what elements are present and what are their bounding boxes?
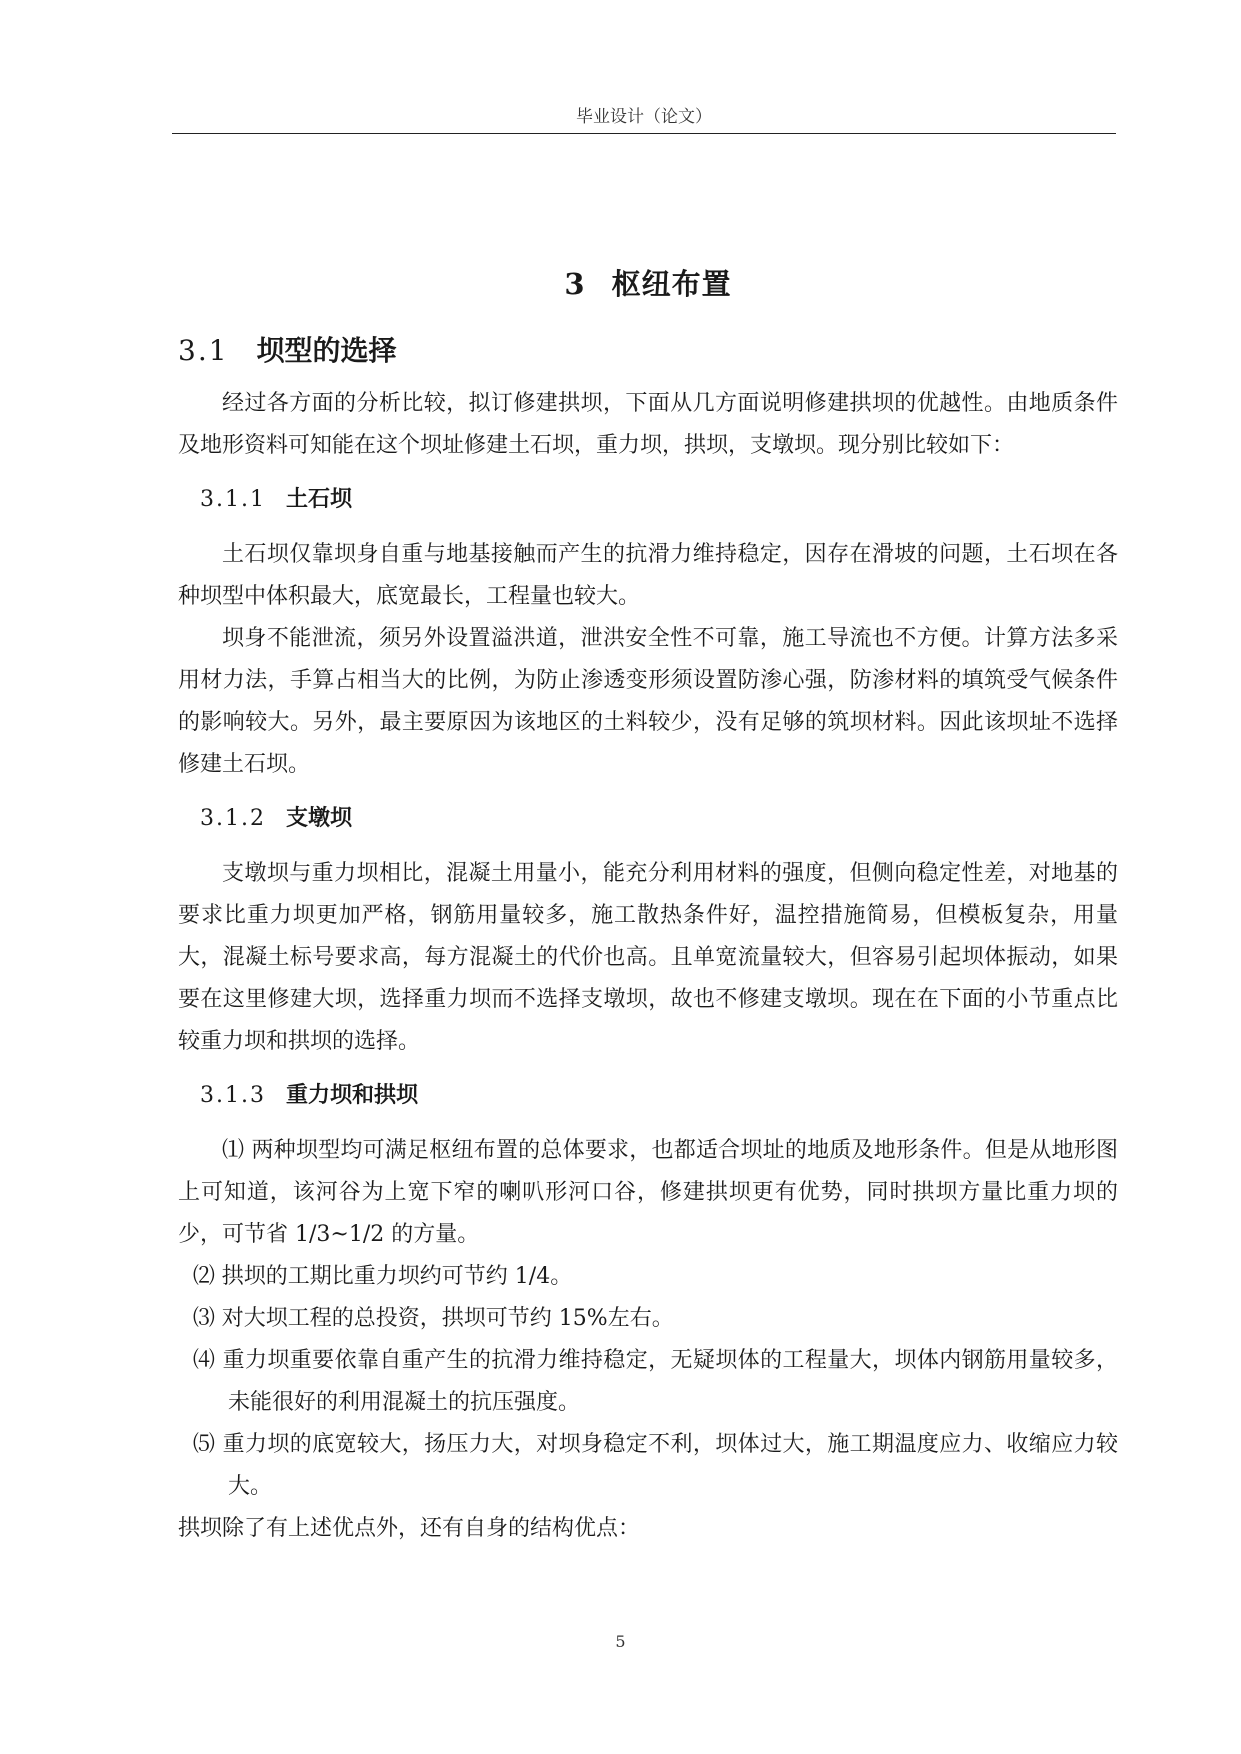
list-item: ⑷ 重力坝重要依靠自重产生的抗滑力维持稳定，无疑坝体的工程量大，坝体内钢筋用量较多，未能很好的利用混凝土的抗压强度。 xyxy=(192,1348,1118,1415)
section-title xyxy=(178,329,1118,369)
list-item: ⑸ 重力坝的底宽较大，扬压力大，对坝身稳定不利，坝体过大，施工期温度应力、收缩应力较大。 xyxy=(192,1432,1118,1499)
header-rule xyxy=(172,133,1116,134)
section-heading: 坝型的选择 xyxy=(256,334,397,367)
page-content xyxy=(178,262,1118,1550)
closing-paragraph: 拱坝除了有上述优点外，还有自身的结构优点： xyxy=(178,1516,641,1541)
subsection-heading: 支墩坝 xyxy=(285,805,352,831)
section-number: 3.1 xyxy=(178,334,229,367)
intro-paragraph: 经过各方面的分析比较，拟订修建拱坝，下面从几方面说明修建拱坝的优越性。由地质条件及地形资料可知能在这个坝址修建土石坝，重力坝，拱坝，支墩坝。现分别比较如下： xyxy=(178,391,1118,458)
subsection-number: 3.1.3 xyxy=(200,1083,266,1108)
chapter-title xyxy=(178,262,1118,303)
subsection-number: 3.1.2 xyxy=(200,806,266,831)
paragraph: 支墩坝与重力坝相比，混凝土用量小，能充分利用材料的强度，但侧向稳定性差，对地基的要求比重力坝更加严格，钢筋用量较多，施工散热条件好，温控措施简易，但模板复杂，用量大，混凝土标号要求高，每方混凝土的代价也高。且单宽流量较大，但容易引起坝体振动，如果要在这里修建大坝，选择重力坝而不选择支墩坝，故也不修建支墩坝。现在在下面的小节重点比较重力坝和拱坝的选择。 xyxy=(178,861,1118,1054)
subsection-title xyxy=(200,798,1118,839)
list-item: ⑶ 对大坝工程的总投资，拱坝可节约 15%左右。 xyxy=(192,1306,674,1331)
chapter-number: 3 xyxy=(564,267,586,301)
subsection-heading: 重力坝和拱坝 xyxy=(285,1082,418,1108)
subsection-title xyxy=(200,479,1118,520)
list-item: ⑵ 拱坝的工期比重力坝约可节约 1/4。 xyxy=(192,1264,573,1289)
page-header: 毕业设计（论文） xyxy=(576,107,712,127)
subsection-number: 3.1.1 xyxy=(200,487,266,512)
list-item: ⑴ 两种坝型均可满足枢纽布置的总体要求，也都适合坝址的地质及地形条件。但是从地形图上可知道，该河谷为上宽下窄的喇叭形河口谷，修建拱坝更有优势，同时拱坝方量比重力坝的少，可节省 1/3~1/2 的方量。 xyxy=(178,1138,1118,1247)
page-number: 5 xyxy=(615,1632,626,1651)
paragraph: 坝身不能泄流，须另外设置溢洪道，泄洪安全性不可靠，施工导流也不方便。计算方法多采用材力法，手算占相当大的比例，为防止渗透变形须设置防渗心强，防渗材料的填筑受气候条件的影响较大。另外，最主要原因为该地区的土料较少，没有足够的筑坝材料。因此该坝址不选择修建土石坝。 xyxy=(178,626,1118,777)
subsection-title xyxy=(200,1075,1118,1116)
paragraph: 土石坝仅靠坝身自重与地基接触而产生的抗滑力维持稳定，因存在滑坡的问题，土石坝在各种坝型中体积最大，底宽最长，工程量也较大。 xyxy=(178,542,1118,609)
chapter-heading: 枢纽布置 xyxy=(611,267,732,301)
subsection-heading: 土石坝 xyxy=(285,486,352,512)
